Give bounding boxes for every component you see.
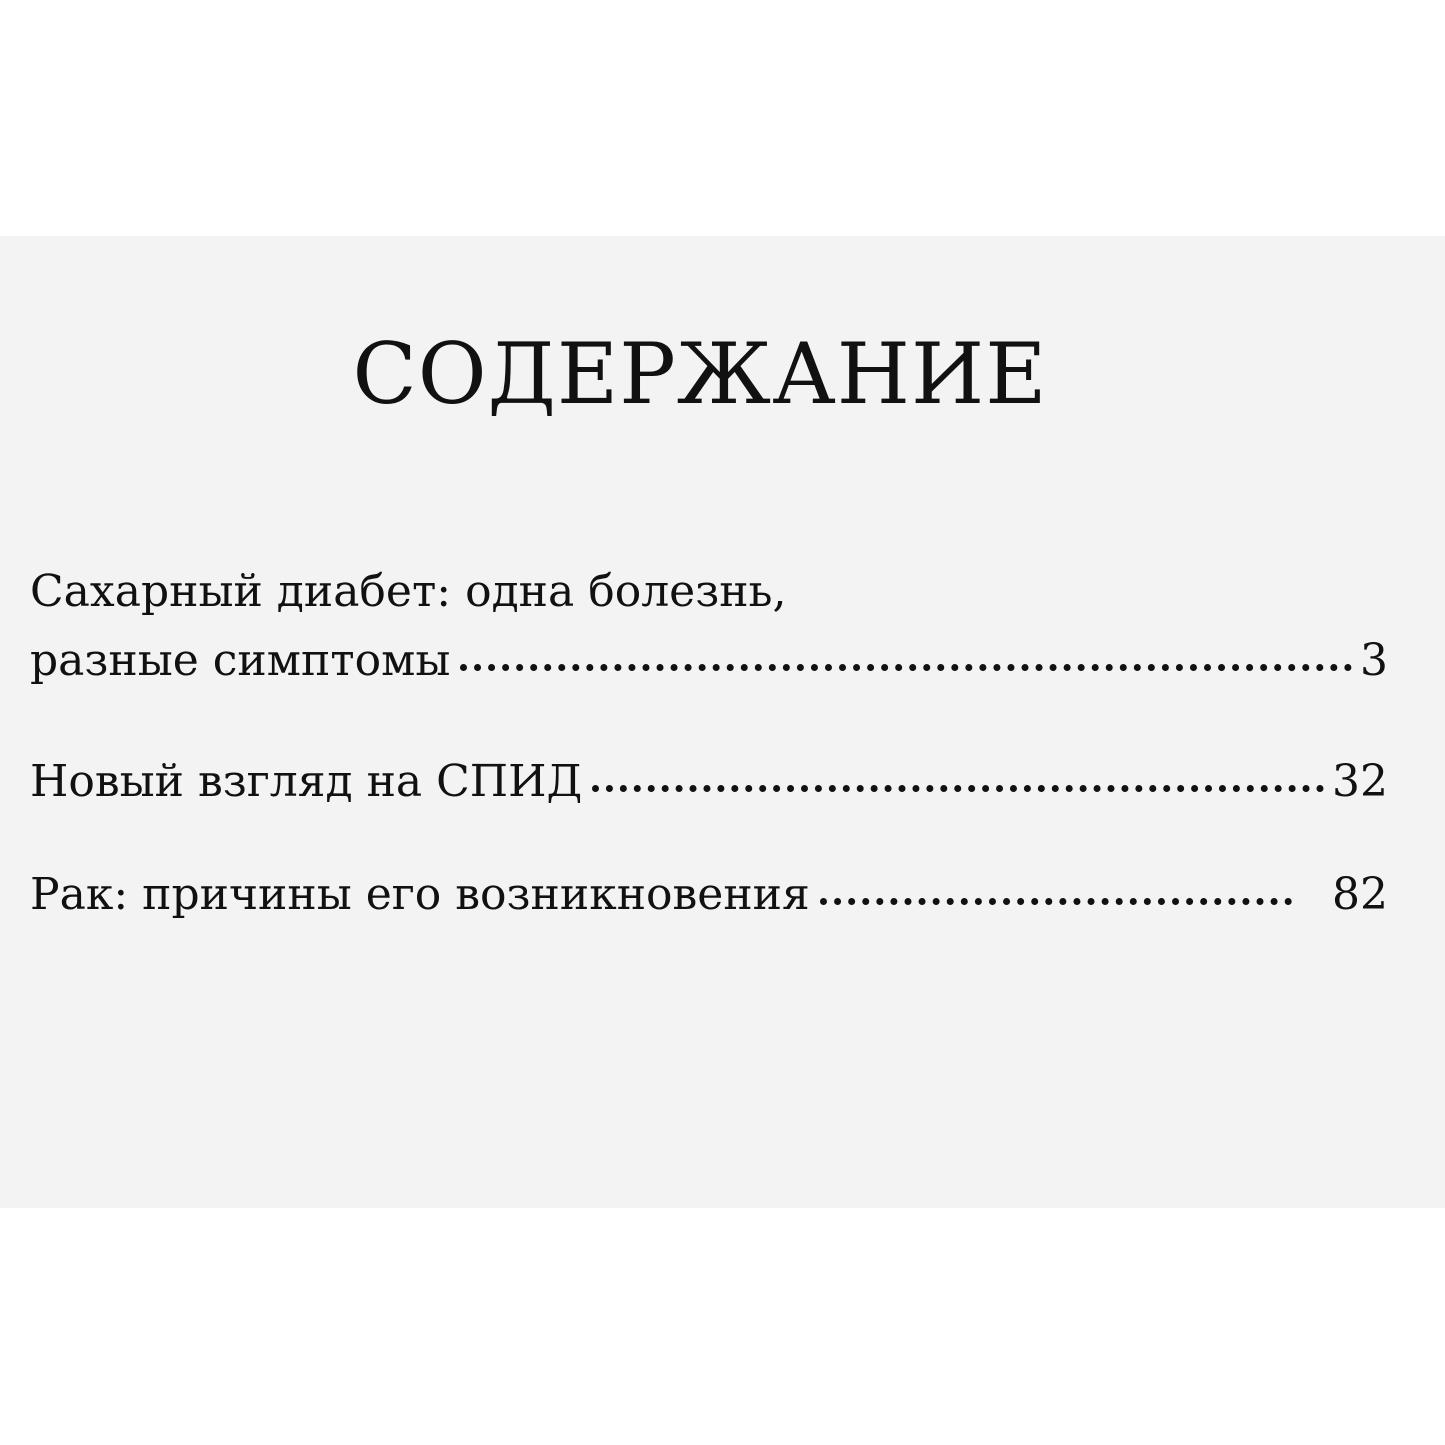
toc-entry-title-line: [30, 566, 1388, 617]
toc-entry-title-line: [30, 756, 1388, 807]
toc-entry-title-line: [30, 869, 1388, 920]
toc-entry-title: Новый взгляд на СПИД: [30, 756, 583, 807]
dot-leader: [820, 898, 1292, 905]
toc-entry-cancer: [30, 869, 1388, 920]
book-page: [0, 236, 1445, 1208]
toc-entry-title-line: [30, 635, 1388, 686]
page-title: СОДЕРЖАНИЕ: [352, 325, 1048, 423]
toc-entry-aids: [30, 756, 1388, 807]
toc-page-number: 82: [1332, 869, 1388, 920]
toc-page-number: 32: [1332, 756, 1388, 807]
dot-leader: [460, 664, 1352, 671]
dot-leader: [592, 785, 1324, 792]
toc-entry-title: разные симптомы: [30, 635, 451, 686]
toc-entry-title: Сахарный диабет: одна болезнь,: [30, 566, 787, 617]
toc-entry-diabetes: [30, 566, 1388, 686]
toc-entry-title: Рак: причины его возникновения: [30, 869, 810, 920]
toc-page-number: 3: [1360, 635, 1388, 686]
